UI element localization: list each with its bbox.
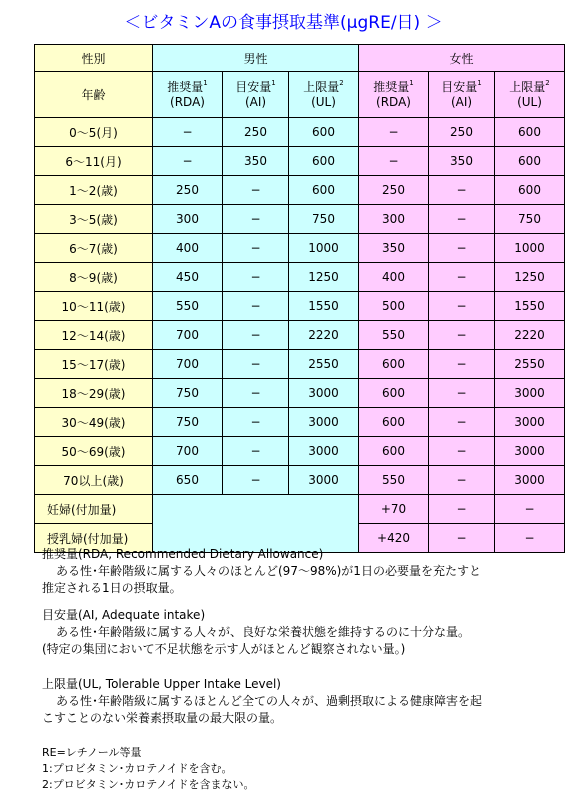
- vitamin-a-intake-table: [34, 44, 565, 553]
- age-cell: 1〜2(歳): [35, 176, 153, 205]
- age-cell: 6〜7(歳): [35, 234, 153, 263]
- age-cell: 50〜69(歳): [35, 437, 153, 466]
- male-ul-cell: 2550: [289, 350, 359, 379]
- male-rda-cell: 750: [153, 379, 223, 408]
- female-ul-cell: 1250: [495, 263, 565, 292]
- male-rda-cell: 700: [153, 321, 223, 350]
- table-row: [35, 118, 565, 147]
- page-title: ＜ビタミンAの食事摂取基準(μgRE/日) ＞: [124, 13, 443, 33]
- male-ai-cell: −: [223, 408, 289, 437]
- age-cell: 妊婦(付加量): [35, 495, 153, 524]
- female-ul-cell: −: [495, 495, 565, 524]
- female-ul-cell: 3000: [495, 379, 565, 408]
- male-ai-cell: −: [223, 466, 289, 495]
- male-blank-cell: [153, 495, 359, 553]
- ai-definition-line: (特定の集団において不足状態を示す人がほとんど観察されない量。): [42, 642, 406, 656]
- female-ul-cell: 2220: [495, 321, 565, 350]
- female-ul-cell: 1000: [495, 234, 565, 263]
- female-rda-cell: 550: [359, 321, 429, 350]
- female-rda-cell: −: [359, 118, 429, 147]
- male-ul-header: 上限量$^2$ (UL): [289, 72, 359, 118]
- female-ul-cell: 1550: [495, 292, 565, 321]
- table-row: [35, 437, 565, 466]
- notes: [42, 546, 562, 793]
- age-cell: 0〜5(月): [35, 118, 153, 147]
- male-rda-header: 推奨量$^1$ (RDA): [153, 72, 223, 118]
- female-ul-header: 上限量$^2$ (UL): [495, 72, 565, 118]
- male-rda-cell: 700: [153, 437, 223, 466]
- male-ul-cell: 1000: [289, 234, 359, 263]
- female-ul-cell: 3000: [495, 466, 565, 495]
- male-ai-cell: −: [223, 176, 289, 205]
- male-ul-cell: 600: [289, 147, 359, 176]
- table-row: [35, 379, 565, 408]
- female-ai-cell: −: [429, 524, 495, 553]
- ul-definition-line: ある性･年齢階級に属するほとんど全ての人々が、過剰摂取による健康障害を起: [56, 694, 483, 708]
- female-ai-cell: −: [429, 205, 495, 234]
- male-rda-cell: 550: [153, 292, 223, 321]
- table-row: [35, 466, 565, 495]
- female-rda-cell: 350: [359, 234, 429, 263]
- male-ul-cell: 3000: [289, 408, 359, 437]
- table-row: [35, 321, 565, 350]
- male-rda-cell: −: [153, 147, 223, 176]
- age-cell: 3〜5(歳): [35, 205, 153, 234]
- female-ul-cell: 600: [495, 118, 565, 147]
- male-ai-cell: −: [223, 292, 289, 321]
- female-ai-cell: 250: [429, 118, 495, 147]
- female-rda-cell: 600: [359, 379, 429, 408]
- female-ul-cell: 3000: [495, 437, 565, 466]
- table-row: [35, 205, 565, 234]
- male-ai-cell: −: [223, 437, 289, 466]
- male-ul-cell: 750: [289, 205, 359, 234]
- female-rda-cell: +420: [359, 524, 429, 553]
- table-row: [35, 263, 565, 292]
- age-cell: 15〜17(歳): [35, 350, 153, 379]
- female-ul-cell: 750: [495, 205, 565, 234]
- male-ul-cell: 600: [289, 176, 359, 205]
- female-ai-cell: −: [429, 408, 495, 437]
- re-definition: RE=レチノール等量: [42, 746, 142, 759]
- male-ul-cell: 600: [289, 118, 359, 147]
- table-row: [35, 350, 565, 379]
- male-rda-cell: 250: [153, 176, 223, 205]
- female-rda-cell: 600: [359, 350, 429, 379]
- female-rda-cell: 600: [359, 437, 429, 466]
- male-header: 男性: [153, 45, 359, 72]
- male-ul-cell: 3000: [289, 379, 359, 408]
- male-ai-cell: −: [223, 321, 289, 350]
- female-ai-cell: −: [429, 350, 495, 379]
- age-cell: 8〜9(歳): [35, 263, 153, 292]
- footnote-1: 1:プロビタミン･カロテノイドを含む。: [42, 762, 233, 775]
- female-header: 女性: [359, 45, 565, 72]
- female-ai-header: 目安量$^1$ (AI): [429, 72, 495, 118]
- table-row: [35, 495, 565, 524]
- age-header: 年齢: [35, 72, 153, 118]
- male-rda-cell: 700: [153, 350, 223, 379]
- ul-definition-title: 上限量(UL, Tolerable Upper Intake Level): [42, 677, 281, 691]
- age-cell: 30〜49(歳): [35, 408, 153, 437]
- male-ai-cell: 250: [223, 118, 289, 147]
- male-ai-cell: −: [223, 263, 289, 292]
- age-cell: 18〜29(歳): [35, 379, 153, 408]
- ai-definition-title: 目安量(AI, Adequate intake): [42, 608, 206, 622]
- female-ai-cell: −: [429, 437, 495, 466]
- table-row: [35, 234, 565, 263]
- male-rda-cell: −: [153, 118, 223, 147]
- table-row: [35, 292, 565, 321]
- rda-definition-line: 推定される1日の摂取量。: [42, 581, 182, 595]
- female-rda-cell: 600: [359, 408, 429, 437]
- age-cell: 12〜14(歳): [35, 321, 153, 350]
- male-ai-cell: −: [223, 379, 289, 408]
- rda-definition-title: 推奨量(RDA, Recommended Dietary Allowance): [42, 547, 324, 561]
- age-cell: 6〜11(月): [35, 147, 153, 176]
- male-ai-header: 目安量$^1$ (AI): [223, 72, 289, 118]
- female-rda-cell: 500: [359, 292, 429, 321]
- age-cell: 授乳婦(付加量): [35, 524, 153, 553]
- male-ul-cell: 3000: [289, 466, 359, 495]
- male-rda-cell: 300: [153, 205, 223, 234]
- female-ul-cell: 3000: [495, 408, 565, 437]
- female-rda-cell: 550: [359, 466, 429, 495]
- male-ul-cell: 2220: [289, 321, 359, 350]
- table-row: [35, 176, 565, 205]
- female-rda-cell: 300: [359, 205, 429, 234]
- female-ul-cell: 600: [495, 147, 565, 176]
- male-ai-cell: −: [223, 234, 289, 263]
- ul-definition-line: こすことのない栄養素摂取量の最大限の量。: [42, 711, 283, 725]
- ai-definition-line: ある性･年齢階級に属する人々が、良好な栄養状態を維持するのに十分な量。: [56, 625, 471, 639]
- table-row: [35, 147, 565, 176]
- female-ai-cell: −: [429, 379, 495, 408]
- male-rda-cell: 750: [153, 408, 223, 437]
- female-rda-header: 推奨量$^1$ (RDA): [359, 72, 429, 118]
- female-ul-cell: 600: [495, 176, 565, 205]
- female-rda-cell: 400: [359, 263, 429, 292]
- male-rda-cell: 450: [153, 263, 223, 292]
- age-cell: 70以上(歳): [35, 466, 153, 495]
- female-ai-cell: −: [429, 466, 495, 495]
- age-cell: 10〜11(歳): [35, 292, 153, 321]
- female-ai-cell: −: [429, 495, 495, 524]
- rda-definition-line: ある性･年齢階級に属する人々のほとんど(97〜98%)が1日の必要量を充たすと: [56, 564, 481, 578]
- male-ul-cell: 3000: [289, 437, 359, 466]
- male-ul-cell: 1250: [289, 263, 359, 292]
- female-ai-cell: −: [429, 321, 495, 350]
- male-ai-cell: −: [223, 350, 289, 379]
- male-ul-cell: 1550: [289, 292, 359, 321]
- female-ul-cell: −: [495, 524, 565, 553]
- sex-header: 性別: [35, 45, 153, 72]
- female-ai-cell: −: [429, 176, 495, 205]
- male-ai-cell: −: [223, 205, 289, 234]
- table-row: [35, 408, 565, 437]
- male-ai-cell: 350: [223, 147, 289, 176]
- male-rda-cell: 400: [153, 234, 223, 263]
- female-ai-cell: 350: [429, 147, 495, 176]
- female-rda-cell: −: [359, 147, 429, 176]
- female-rda-cell: +70: [359, 495, 429, 524]
- female-rda-cell: 250: [359, 176, 429, 205]
- female-ai-cell: −: [429, 263, 495, 292]
- female-ai-cell: −: [429, 292, 495, 321]
- female-ai-cell: −: [429, 234, 495, 263]
- footnote-2: 2:プロビタミン･カロテノイドを含まない。: [42, 778, 255, 791]
- female-ul-cell: 2550: [495, 350, 565, 379]
- male-rda-cell: 650: [153, 466, 223, 495]
